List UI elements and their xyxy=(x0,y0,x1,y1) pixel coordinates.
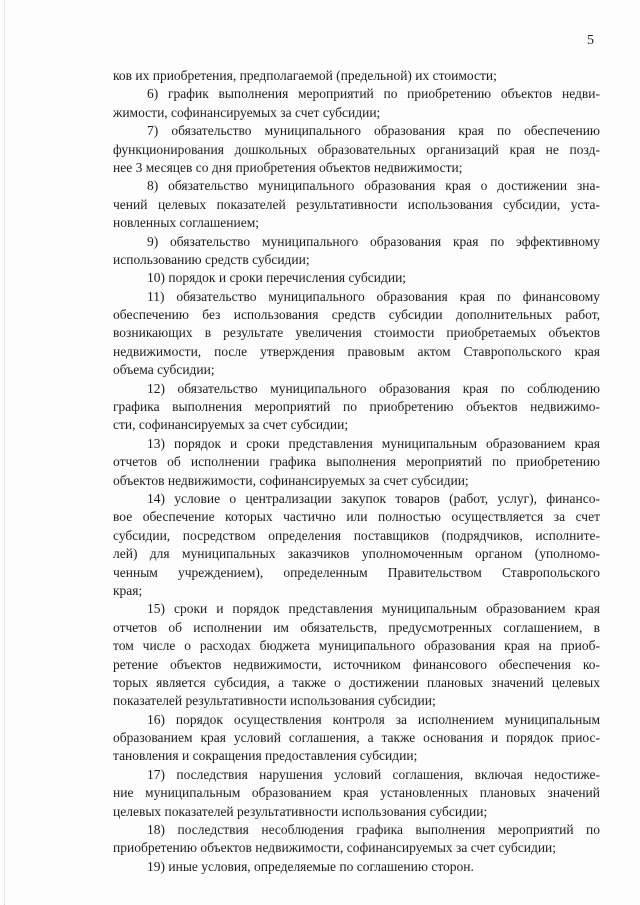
text-line: ков их приобретения, предполагаемой (предельной) их стоимости; xyxy=(113,68,497,83)
text-line: 18) последствия несоблюдения графика выполнения мероприятий по xyxy=(147,822,600,838)
list-item-11 xyxy=(113,288,600,380)
text-line: показателей результативности использования субсидии; xyxy=(113,693,436,709)
list-item-9 xyxy=(113,233,600,270)
text-line: ретение объектов недвижимости, источником финансового обеспечения ко- xyxy=(113,656,600,672)
text-line: жимости, софинансируемых за счет субсидии; xyxy=(113,104,381,120)
list-item-8 xyxy=(113,177,600,232)
text-line: 11) обязательство муниципального образования края по финансовому xyxy=(147,288,600,304)
text-line: отчетов об исполнении графика выполнения мероприятий по приобретению xyxy=(113,454,600,470)
text-line: 6) график выполнения мероприятий по приобретению объектов недви- xyxy=(147,86,600,102)
text-line: 12) обязательство муниципального образования края по соблюдению xyxy=(147,380,600,396)
text-line: использованию средств субсидии; xyxy=(113,251,310,267)
text-line: обеспечению без использования средств субсидии дополнительных работ, xyxy=(113,307,600,323)
list-item-15 xyxy=(113,600,600,710)
document-body xyxy=(113,67,600,876)
text-line: нее 3 месяцев со дня приобретения объектов недвижимости; xyxy=(113,159,463,175)
text-line: целевых показателей результативности использования субсидии; xyxy=(113,803,488,819)
text-line: 19) иные условия, определяемые по соглашению сторон. xyxy=(147,858,474,874)
text-line: возникающих в результате увеличения стоимости приобретаемых объектов xyxy=(113,325,600,341)
text-line: торых является субсидия, а также о достижении плановых значений целевых xyxy=(113,674,600,690)
text-line: том числе о расходах бюджета муниципального образования края на приоб- xyxy=(113,638,600,654)
list-item-12 xyxy=(113,380,600,435)
page-number: 5 xyxy=(587,33,594,48)
text-line: тановления и сокращения предоставления субсидии; xyxy=(113,748,418,764)
list-item-19 xyxy=(113,858,600,876)
text-line: 16) порядок осуществления контроля за исполнением муниципальным xyxy=(147,711,600,727)
text-line: недвижимости, после утверждения правовым актом Ставропольского края xyxy=(113,343,600,359)
text-line: лей) для муниципальных заказчиков уполномоченным органом (уполномо- xyxy=(113,546,600,562)
list-item-16 xyxy=(113,711,600,766)
text-line: образованием края условий соглашения, а также основания и порядок приос- xyxy=(113,730,600,746)
text-line: приобретению объектов недвижимости, софинансируемых за счет субсидии; xyxy=(113,840,557,856)
text-line: сти, софинансируемых за счет субсидии; xyxy=(113,417,349,433)
text-line: объема субсидии; xyxy=(113,362,215,378)
text-line: 14) условие о централизации закупок товаров (работ, услуг), финансо- xyxy=(147,490,600,506)
text-line: 15) сроки и порядок представления муниципальным образованием края xyxy=(147,601,600,617)
text-line: субсидии, посредством определения поставщиков (подрядчиков, исполните- xyxy=(113,527,600,543)
text-line: 13) порядок и сроки представления муниципальным образованием края xyxy=(147,435,600,451)
text-line: 10) порядок и сроки перечисления субсидии; xyxy=(147,270,407,286)
paragraph-continuation xyxy=(113,67,600,85)
text-line: функционирования дошкольных образовательных организаций края не позд- xyxy=(113,141,600,157)
list-item-6 xyxy=(113,85,600,122)
scan-edge-artifact xyxy=(4,0,6,905)
text-line: 8) обязательство муниципального образования края о достижении зна- xyxy=(147,178,600,194)
list-item-10 xyxy=(113,269,600,287)
text-line: отчетов об исполнении им обязательств, предусмотренных соглашением, в xyxy=(113,619,600,635)
text-line: ченным учреждением), определенным Правительством Ставропольского xyxy=(113,564,600,580)
list-item-18 xyxy=(113,821,600,858)
text-line: ние муниципальным образованием края установленных плановых значений xyxy=(113,785,600,801)
list-item-17 xyxy=(113,766,600,821)
list-item-14 xyxy=(113,490,600,600)
list-item-7 xyxy=(113,122,600,177)
text-line: новленных соглашением; xyxy=(113,215,259,231)
text-line: 7) обязательство муниципального образования края по обеспечению xyxy=(147,123,600,139)
text-line: графика выполнения мероприятий по приобретению объектов недвижимо- xyxy=(113,399,600,415)
text-line: объектов недвижимости, софинансируемых за счет субсидии; xyxy=(113,472,469,488)
text-line: вое обеспечение которых частично или полностью осуществляется за счет xyxy=(113,509,600,525)
text-line: 9) обязательство муниципального образования края по эффективному xyxy=(147,233,600,249)
text-line: 17) последствия нарушения условий соглашения, включая недостиже- xyxy=(147,766,600,782)
text-line: чений целевых показателей результативности использования субсидии, уста- xyxy=(113,196,600,212)
list-item-13 xyxy=(113,435,600,490)
text-line: края; xyxy=(113,582,143,598)
